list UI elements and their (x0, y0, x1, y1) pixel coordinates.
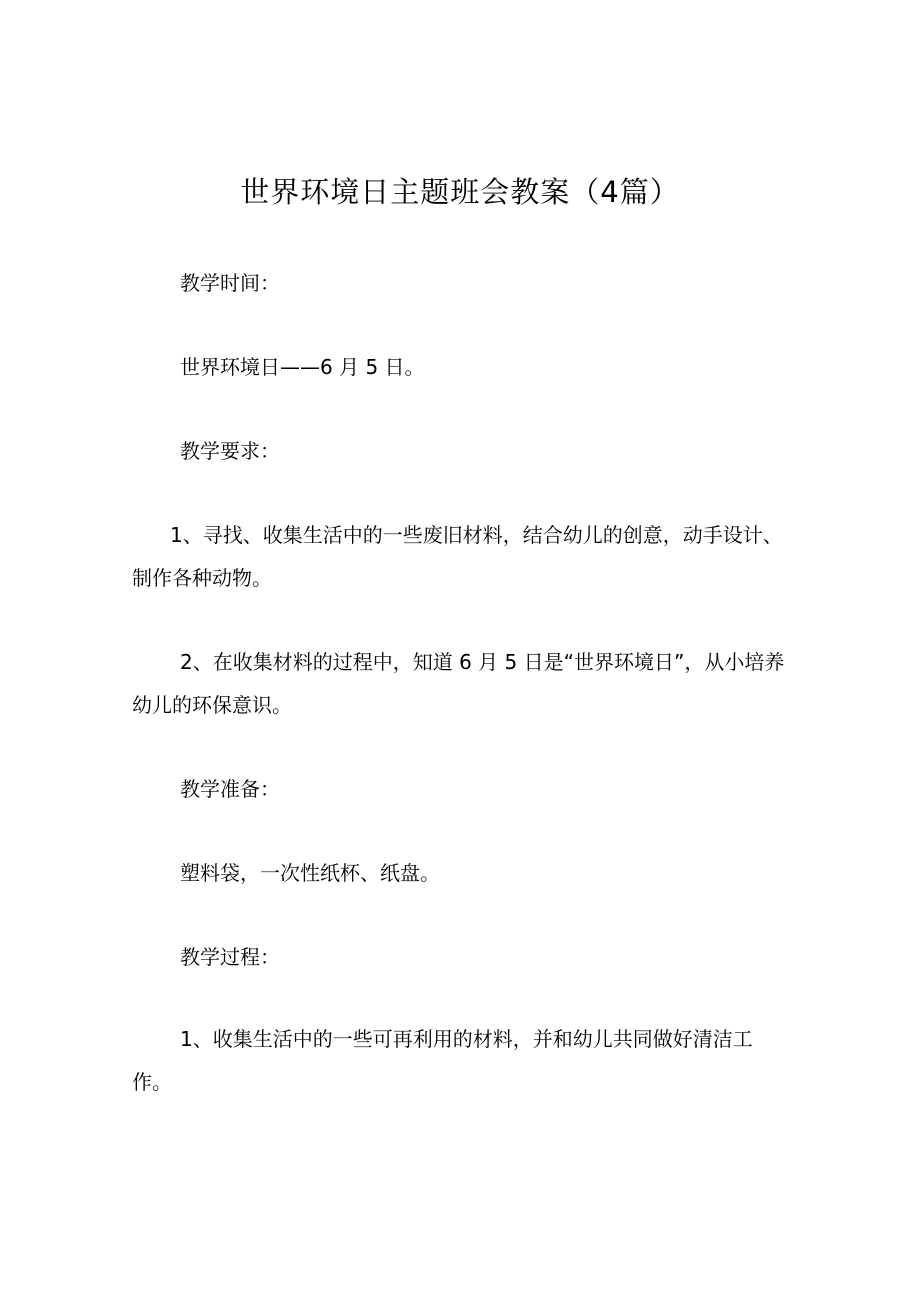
paragraph-environment-day-date: 世界环境日——6 月 5 日。 (180, 355, 425, 379)
section-heading-teaching-requirements: 教学要求： (180, 439, 280, 463)
paragraph-process-step-1: 1、收集生活中的一些可再利用的材料，并和幼儿共同做好清洁工作。 (132, 1027, 753, 1094)
document-title: 世界环境日主题班会教案（4篇） (240, 175, 680, 209)
paragraph-requirement-2: 2、在收集材料的过程中，知道 6 月 5 日是“世界环境日”，从小培养幼儿的环保意识。 (132, 650, 785, 717)
paragraph-preparation-materials: 塑料袋，一次性纸杯、纸盘。 (180, 861, 440, 885)
paragraph-requirement-1: 1、寻找、收集生活中的一些废旧材料，结合幼儿的创意，动手设计、制作各种动物。 (132, 523, 783, 590)
section-heading-teaching-preparation: 教学准备： (180, 777, 280, 801)
section-heading-teaching-time: 教学时间： (180, 271, 280, 295)
section-heading-teaching-process: 教学过程： (180, 945, 280, 969)
